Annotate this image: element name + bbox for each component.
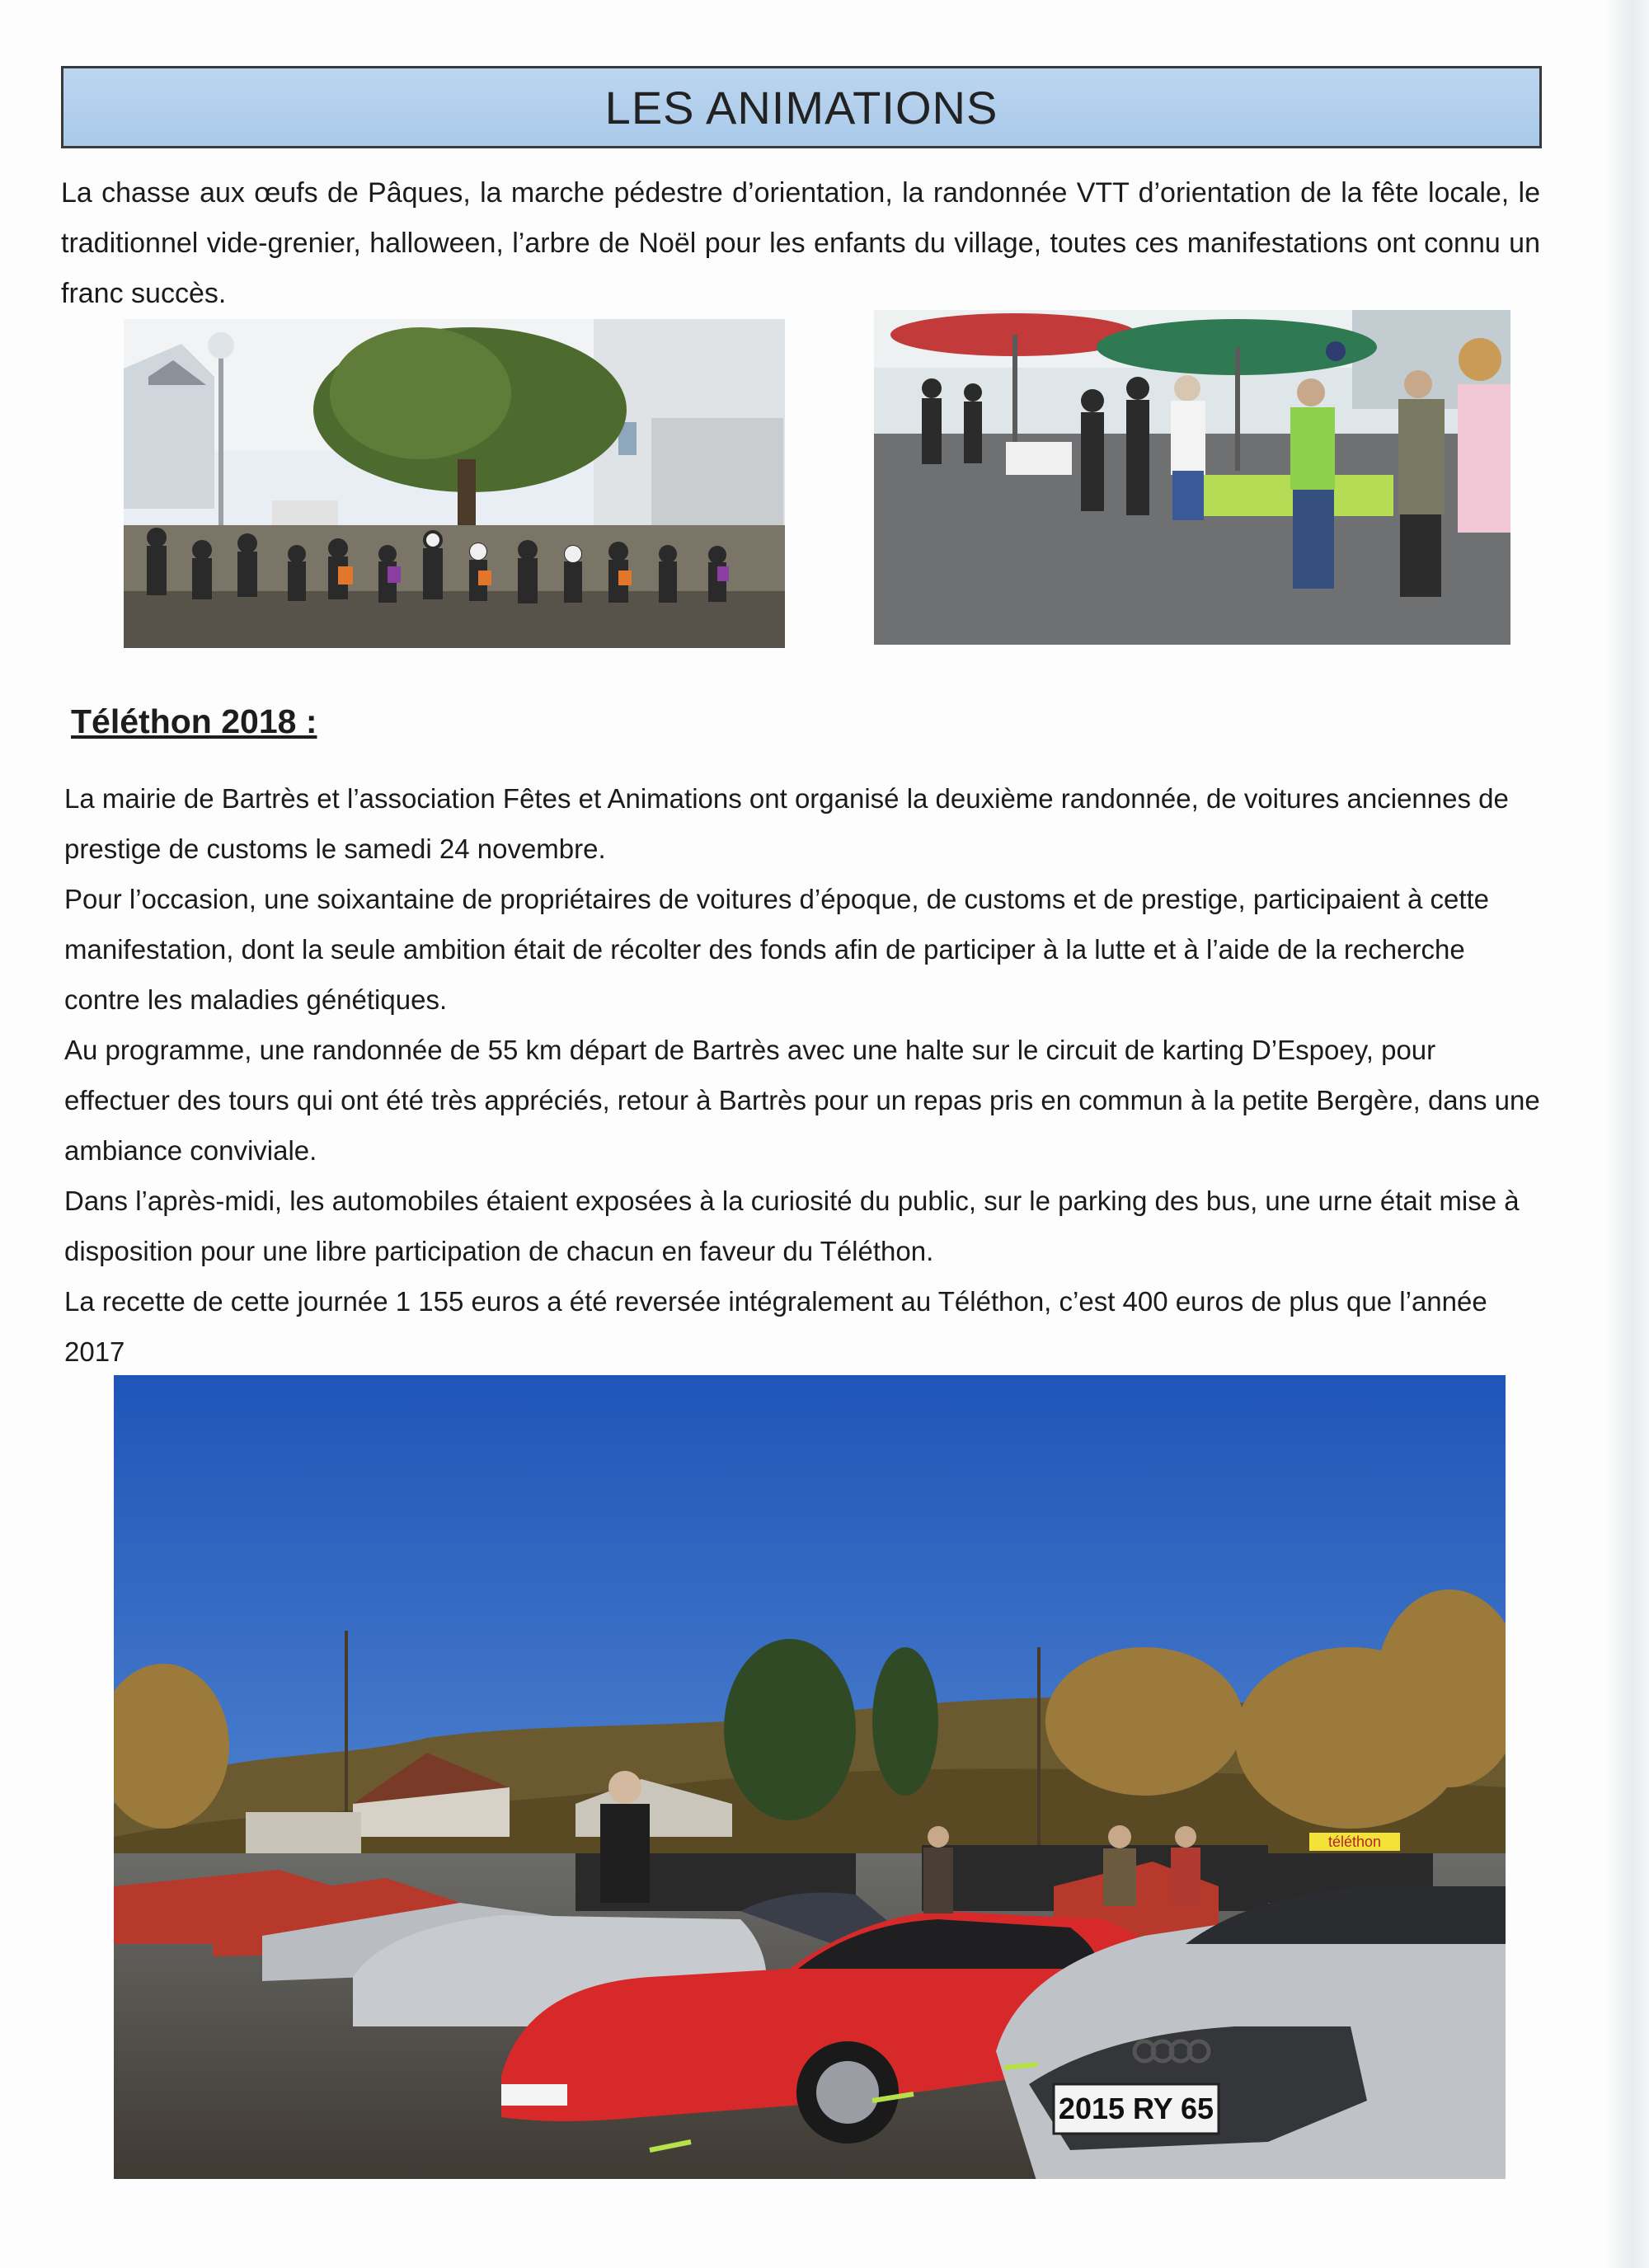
telethon-paragraph-3: Au programme, une randonnée de 55 km départ de Bartrès avec une halte sur le circuit de karting D’Espoey, pour effectuer des tours qui ont été très appréciés, retour à Bartrès pour un repas pris en commun à la petite Bergère, dans une ambiance conviviale.	[64, 1035, 1540, 1166]
telethon-paragraph-4: Dans l’après-midi, les automobiles étaient exposées à la curiosité du public, sur le parking des bus, une urne était mise à disposition pour une libre participation de chacun en faveur du Téléthon.	[64, 1186, 1520, 1266]
telethon-banner-text: téléthon	[1327, 1834, 1382, 1850]
telethon-paragraph-5: La recette de cette journée 1 155 euros a été reversée intégralement au Téléthon, c’est 400 euros de plus que l’année 2017	[64, 1286, 1487, 1367]
vide-grenier-photo	[874, 310, 1510, 645]
car-license-plate: 2015 RY 65	[1058, 2092, 1214, 2125]
telethon-title: Téléthon 2018 :	[71, 702, 317, 740]
page-title: LES ANIMATIONS	[604, 81, 998, 134]
halloween-group-photo	[124, 319, 785, 648]
telethon-paragraph-1: La mairie de Bartrès et l’association Fêtes et Animations ont organisé la deuxième randonnée, de voitures anciennes de prestige de customs le samedi 24 novembre.	[64, 783, 1509, 864]
section-banner	[61, 66, 1542, 148]
cars-parking-photo	[114, 1375, 1506, 2179]
scan-page-edge	[1606, 0, 1649, 2268]
intro-paragraph: La chasse aux œufs de Pâques, la marche pédestre d’orientation, la randonnée VTT d’orientation de la fête locale, le traditionnel vide-grenier, halloween, l’arbre de Noël pour les enfants du village, toutes ces manifestations ont connu un franc succès.	[61, 177, 1540, 309]
telethon-paragraph-2: Pour l’occasion, une soixantaine de propriétaires de voitures d’époque, de customs et de prestige, participaient à cette manifestation, dont la seule ambition était de récolter des fonds afin de participer à la lutte et à l’aide de la recherche contre les maladies génétiques.	[64, 884, 1490, 1015]
